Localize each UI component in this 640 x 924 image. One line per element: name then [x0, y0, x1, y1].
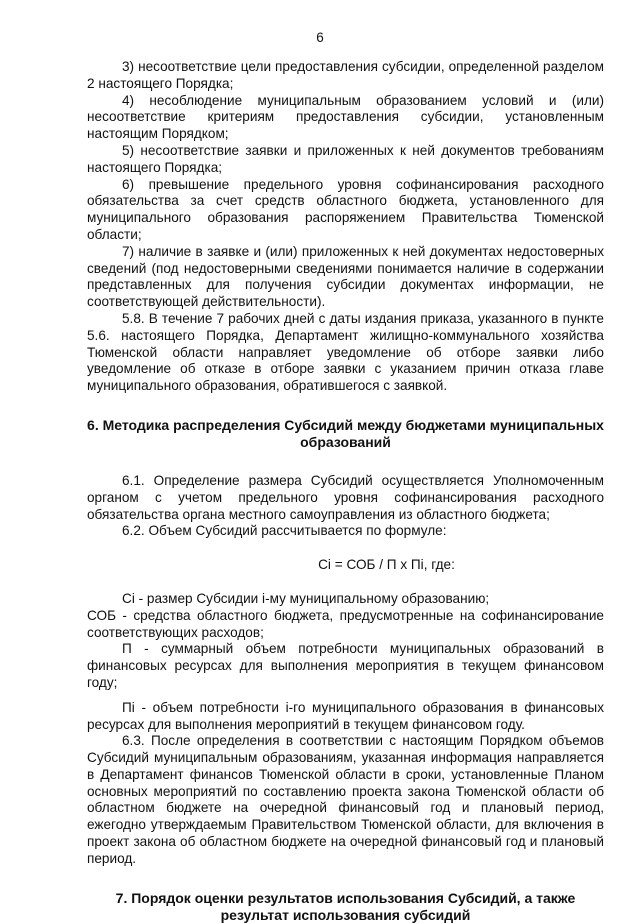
- list-item-4: 4) несоблюдение муниципальным образованием условий и (или) несоответствие критериям предоставления субсидии, установленным настоящим Порядком;: [87, 92, 604, 142]
- page-number: 6: [316, 30, 324, 45]
- section-6-heading: 6. Методика распределения Субсидий между бюджетами муниципальных образований: [87, 416, 604, 450]
- paragraph-6-1: 6.1. Определение размера Субсидий осуществляется Уполномоченным органом с учетом предельного уровня софинансирования расходного обязательства органа местного самоуправления из областного бюджета;: [87, 472, 604, 522]
- definition-p: П - суммарный объем потребности муниципальных образований в финансовых ресурсах для выполнения мероприятия в текущем финансовом году;: [87, 641, 604, 690]
- paragraph-6-3: 6.3. После определения в соответствии с настоящим Порядком объемов Субсидий муниципальным образованиям, указанная информация направляется в Департамент финансов Тюменской области в сроки, установленные Планом основных мероприятий по составлению проекта закона Тюменской области об областном бюджете на очередной финансовый год и плановый период, ежегодно утверждаемым Правительством Тюменской области, для включения в проект закона об областном бюджете на очередной финансовый год и плановый период.: [87, 733, 604, 866]
- list-item-3: 3) несоответствие цели предоставления субсидии, определенной разделом 2 настоящего Порядка;: [87, 59, 604, 91]
- document-body: [87, 59, 604, 924]
- formula: Ci = СОБ / П х Пi, где:: [318, 557, 455, 573]
- list-item-5: 5) несоответствие заявки и приложенных к ней документов требованиям настоящего Порядка;: [87, 142, 604, 175]
- definition-ci: Ci - размер Субсидии i-му муниципальному образованию;: [122, 590, 490, 606]
- definition-pi: Пi - объем потребности i-го муниципального образования в финансовых ресурсах для выполнения мероприятий в текущем финансовом году.: [87, 699, 604, 732]
- list-item-6: 6) превышение предельного уровня софинансирования расходного обязательства за счет средств областного бюджета, установленного для муниципального образования распоряжением Правительства Тюменской области;: [87, 176, 604, 242]
- paragraph-5-8: 5.8. В течение 7 рабочих дней с даты издания приказа, указанного в пункте 5.6. настоящего Порядка, Департамент жилищно-коммунального хозяйства Тюменской области направляет уведомление об отборе заявки либо уведомление об отказе в отборе заявки с указанием причин отказа главе муниципального образования, обратившегося с заявкой.: [87, 310, 604, 394]
- list-item-7: 7) наличие в заявке и (или) приложенных к ней документах недостоверных сведений (под недостоверными сведениями понимается наличие в содержании представленных для получения субсидии документах информации, не соответствующей действительности).: [87, 243, 604, 310]
- paragraph-6-2: 6.2. Объем Субсидий рассчитывается по формуле:: [122, 523, 447, 539]
- definition-sob: СОБ - средства областного бюджета, предусмотренные на софинансирование соответствующих расходов;: [87, 607, 604, 640]
- section-7-heading: 7. Порядок оценки результатов использования Субсидий, а также результат использования субсидий: [115, 889, 576, 923]
